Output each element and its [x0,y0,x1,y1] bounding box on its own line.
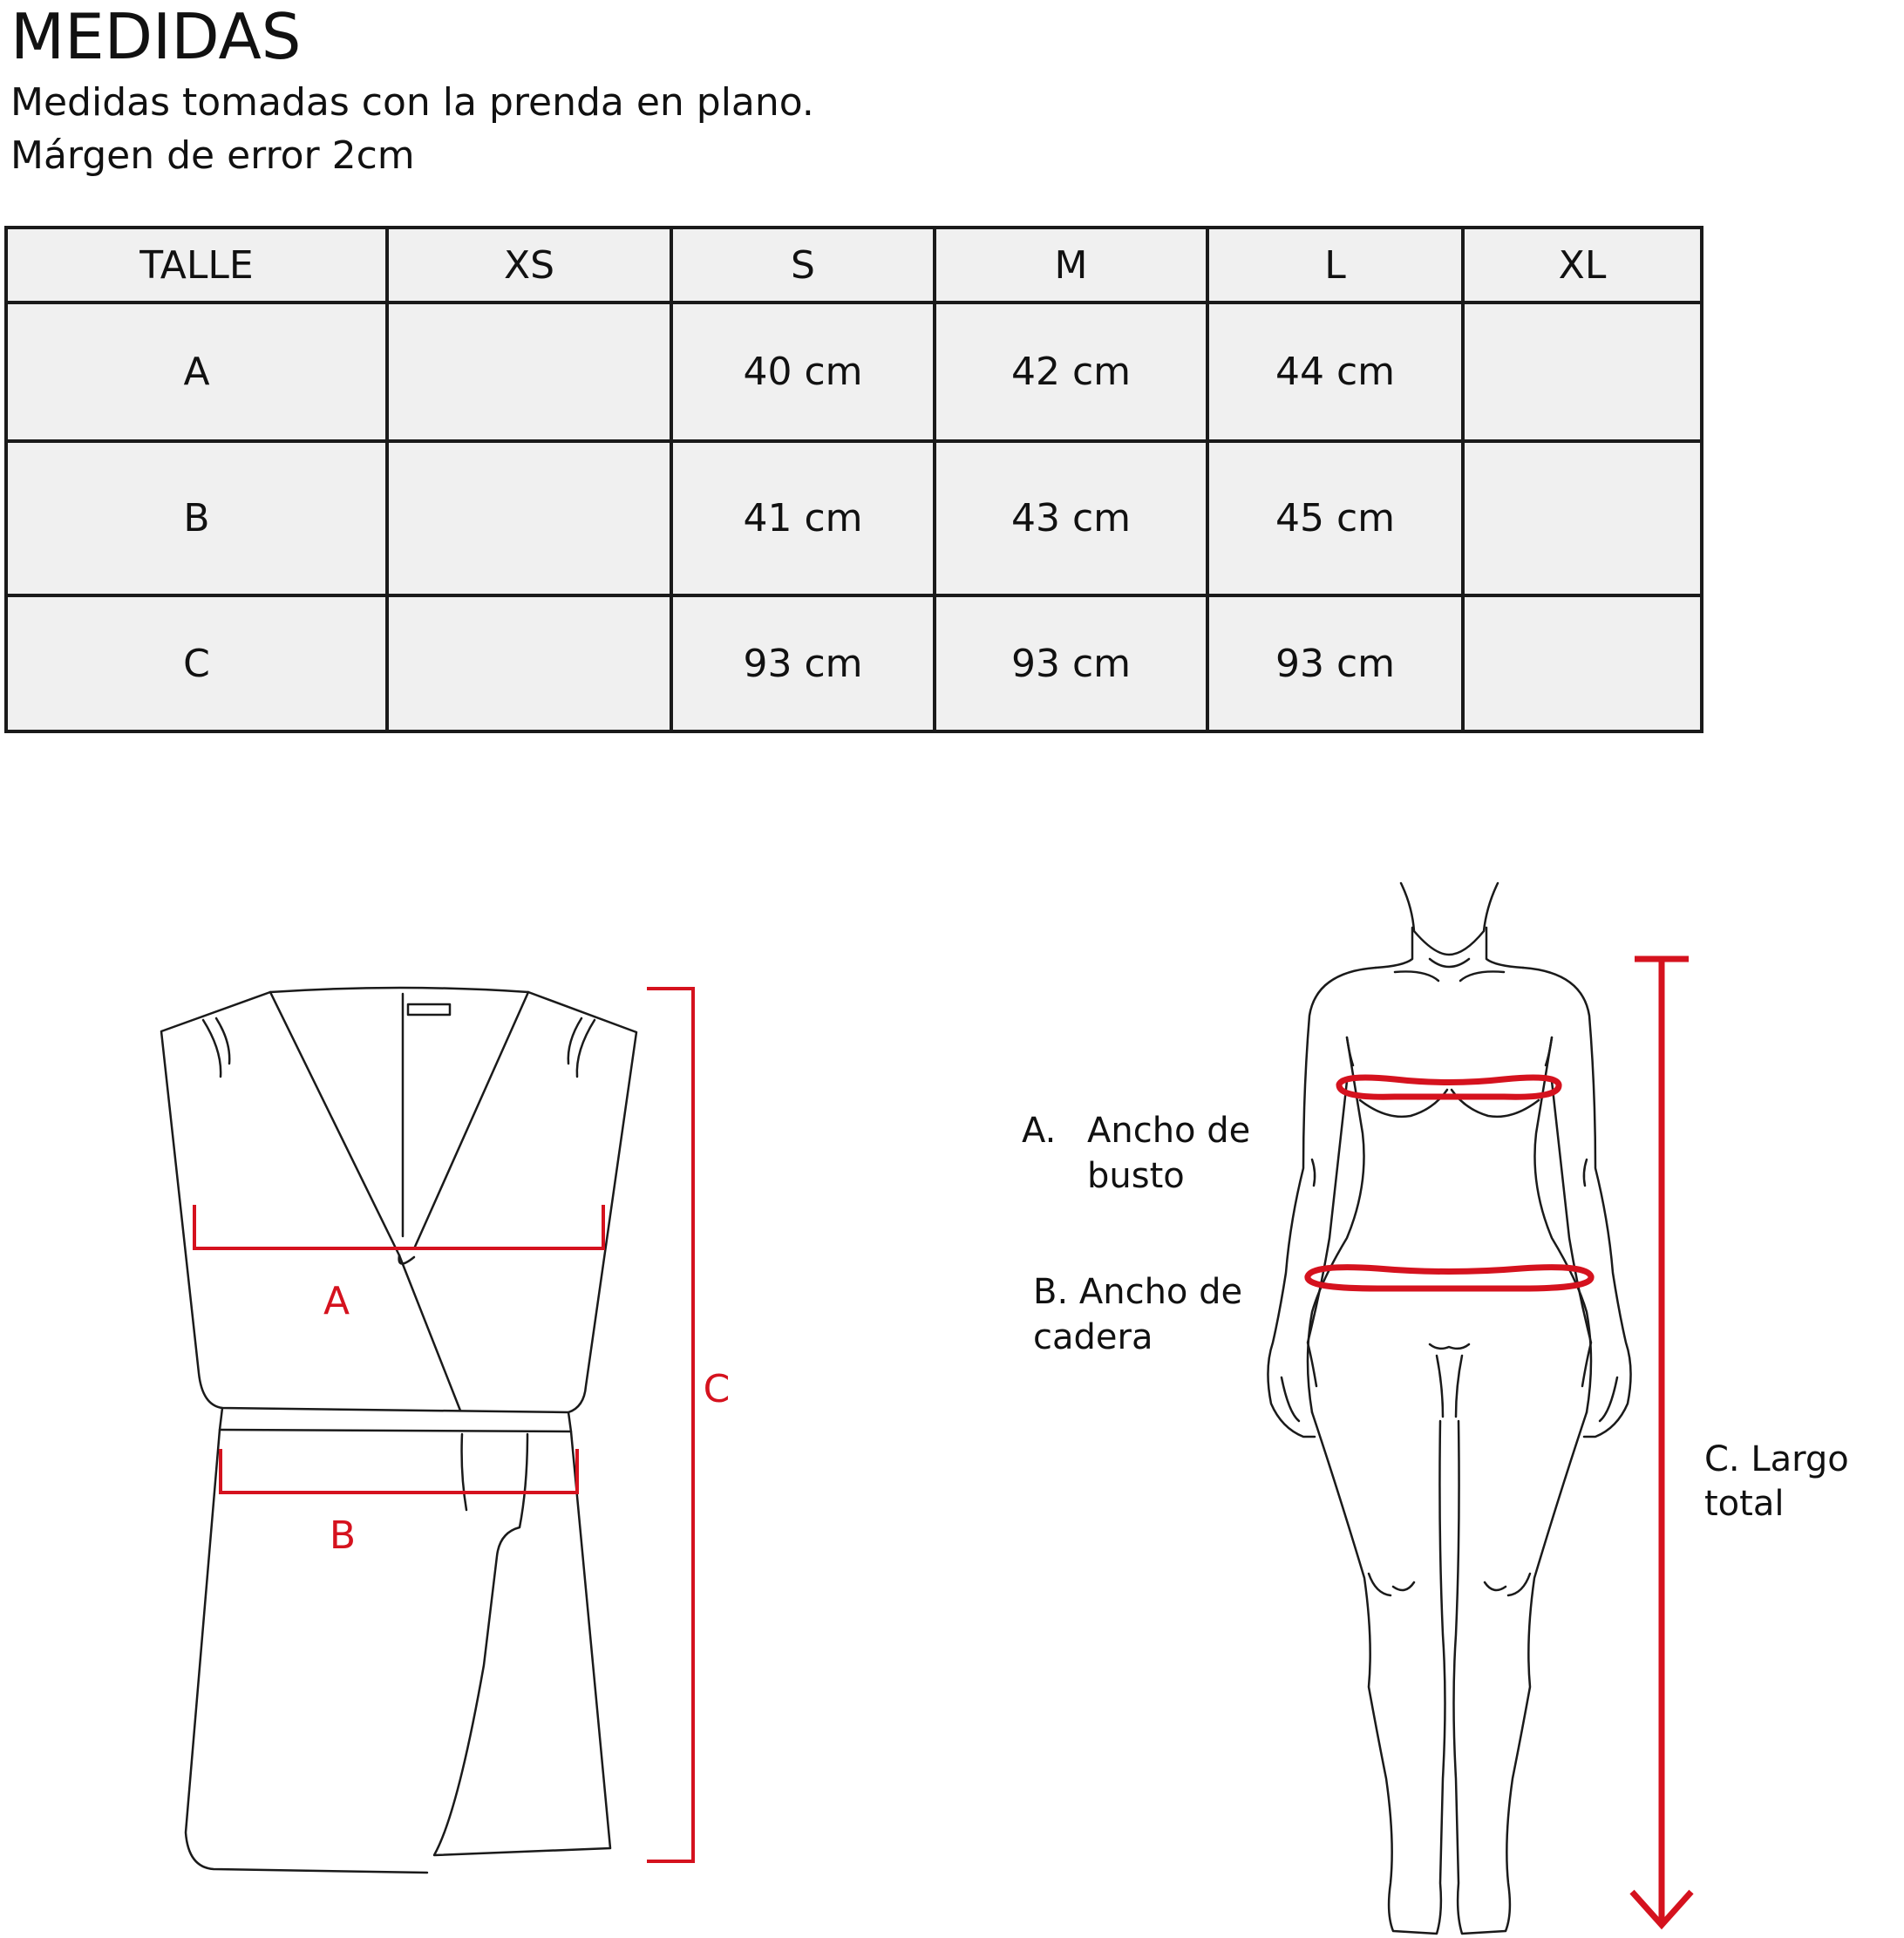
legend-c-line2: total [1704,1484,1785,1524]
hip-ellipse [1308,1268,1591,1289]
column-header-xl: XL [1463,228,1702,303]
subtitle-flat-measure: Medidas tomadas con la prenda en plano. [10,80,814,125]
garment-label-b: B [329,1513,357,1558]
bust-ellipse [1339,1078,1559,1097]
table-cell: 93 cm [671,595,935,731]
garment-measurements [194,989,693,1861]
legend-c-line1: C. Largo [1704,1439,1849,1479]
row-label: B [6,441,387,595]
length-measure-bracket [647,989,693,1861]
row-label: C [6,595,387,731]
table-cell: 43 cm [935,441,1207,595]
column-header-s: S [671,228,935,303]
legend-b-line2: cadera [1033,1317,1153,1357]
column-header-l: L [1207,228,1463,303]
page-title: MEDIDAS [10,0,302,73]
column-header-talle: TALLE [6,228,387,303]
row-label: A [6,303,387,441]
table-cell: 44 cm [1207,303,1463,441]
column-header-xs: XS [387,228,671,303]
table-cell: 93 cm [1207,595,1463,731]
column-header-m: M [935,228,1207,303]
garment-label-a: A [323,1279,350,1323]
table-cell: 93 cm [935,595,1207,731]
body-figure [1268,883,1630,1934]
table-cell: 40 cm [671,303,935,441]
table-cell: 41 cm [671,441,935,595]
legend-a-line2: busto [1087,1156,1185,1196]
hip-measure-line [221,1449,577,1493]
bust-measure-line [194,1205,603,1248]
garment-label-c: C [703,1367,731,1411]
legend-b-line1: B. Ancho de [1033,1272,1243,1312]
legend-a-line1: Ancho de [1087,1111,1251,1151]
table-cell: 45 cm [1207,441,1463,595]
table-cell: 42 cm [935,303,1207,441]
legend-a-letter: A. [1022,1111,1057,1151]
subtitle-error-margin: Márgen de error 2cm [10,133,415,178]
garment-drawing [161,988,636,1873]
